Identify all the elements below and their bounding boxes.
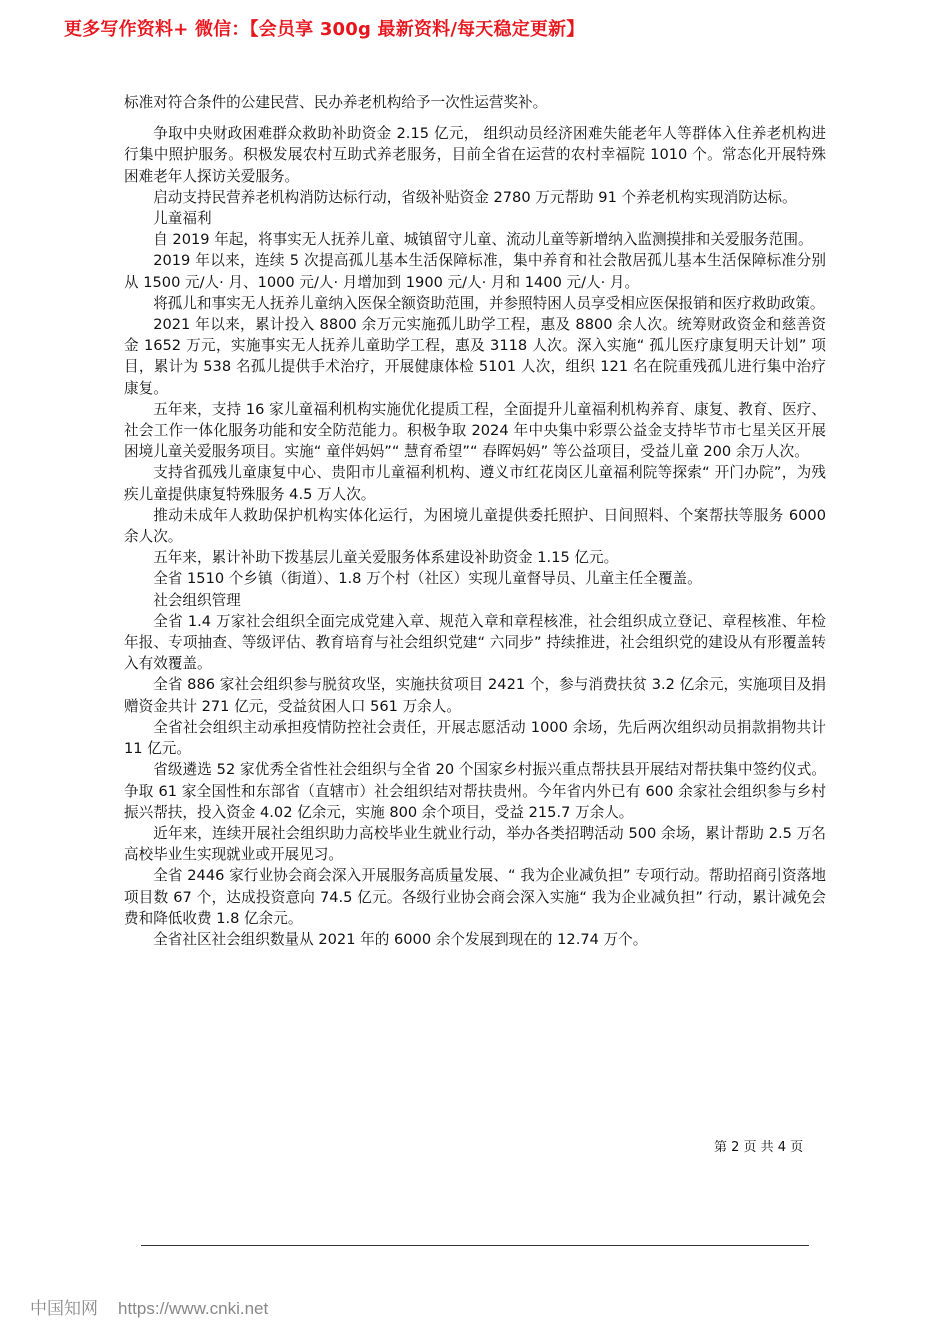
- source-watermark: [30, 1294, 268, 1319]
- promo-banner: 更多写作资料+ 微信：【会员享 300g 最新资料/每天稳定更新】: [64, 19, 585, 40]
- paragraph: 推动未成年人救助保护机构实体化运行，为困境儿童提供委托照护、日间照料、个案帮扶等服务 6000 余人次。: [124, 506, 826, 546]
- paragraph: 全省 886 家社会组织参与脱贫攻坚，实施扶贫项目 2421 个，参与消费扶贫 3.2 亿余元，实施项目及捐赠资金共计 271 亿元，受益贫困人口 561 万余人。: [124, 676, 826, 715]
- paragraph: 支持省孤残儿童康复中心、贵阳市儿童福利机构、遵义市红花岗区儿童福利院等探索“ 开门办院”，为残疾儿童提供康复特殊服务 4.5 万人次。: [124, 464, 826, 503]
- paragraph: 全省 2446 家行业协会商会深入开展服务高质量发展、“ 我为企业减负担” 专项行动。帮助招商引资落地项目数 67 个，达成投资意向 74.5 亿元。各级行业协会商会深入实施“ 我为企业减负担” 行动，累计减免会费和降低收费 1.8 亿余元。: [124, 867, 826, 927]
- section-heading: 儿童福利: [153, 210, 212, 228]
- paragraph: 全省 1510 个乡镇（街道）、1.8 万个村（社区）实现儿童督导员、儿童主任全覆盖。: [153, 570, 702, 588]
- paragraph: 五年来，累计补助下拨基层儿童关爱服务体系建设补助资金 1.15 亿元。: [153, 549, 619, 567]
- paragraph: 2021 年以来，累计投入 8800 余万元实施孤儿助学工程，惠及 8800 余人次。统筹财政资金和慈善资金 1652 万元，实施事实无人抚养儿童助学工程，惠及 3118 人次。深入实施“ 孤儿医疗康复明天计划” 项目，累计为 538 名孤儿提供手术治疗，开展健康体检 5101 人次，组织 121 名在院重残孤儿进行集中治疗康复。: [124, 316, 826, 397]
- paragraph: 全省 1.4 万家社会组织全面完成党建入章、规范入章和章程核准，社会组织成立登记、章程核准、年检年报、专项抽查、等级评估、教育培育与社会组织党建“ 六同步” 持续推进，社会组织党的建设从有形覆盖转入有效覆盖。: [124, 612, 826, 673]
- paragraph: 全省社会组织主动承担疫情防控社会责任，开展志愿活动 1000 余场，先后两次组织动员捐款捐物共计 11 亿元。: [124, 718, 826, 758]
- paragraph: 将孤儿和事实无人抚养儿童纳入医保全额资助范围，并参照特困人员享受相应医保报销和医疗救助政策。: [153, 294, 825, 312]
- cnki-url: https://www.cnki.net: [118, 1299, 269, 1318]
- paragraph: 争取中央财政困难群众救助补助资金 2.15 亿元， 组织动员经济困难失能老年人等群体入住养老机构进行集中照护服务。积极发展农村互助式养老服务，目前全省在运营的农村幸福院 1010 个。常态化开展特殊困难老年人探访关爱服务。: [124, 125, 826, 185]
- page-number: 第 2 页 共 4 页: [714, 1140, 804, 1155]
- paragraph: 近年来，连续开展社会组织助力高校毕业生就业行动，举办各类招聘活动 500 余场，累计帮助 2.5 万名高校毕业生实现就业或开展见习。: [124, 824, 826, 864]
- document-body: [124, 92, 826, 950]
- paragraph: 自 2019 年起，将事实无人抚养儿童、城镇留守儿童、流动儿童等新增纳入监测摸排和关爱服务范围。: [153, 231, 813, 249]
- paragraph: 启动支持民营养老机构消防达标行动，省级补贴资金 2780 万元帮助 91 个养老机构实现消防达标。: [153, 188, 797, 206]
- paragraph: 2019 年以来，连续 5 次提高孤儿基本生活保障标准，集中养育和社会散居孤儿基本生活保障标准分别从 1500 元/人· 月、1000 元/人· 月增加到 1900 元/人· 月和 1400 元/人· 月。: [124, 252, 826, 291]
- paragraph: 省级遴选 52 家优秀全省性社会组织与全省 20 个国家乡村振兴重点帮扶县开展结对帮扶集中签约仪式。争取 61 家全国性和东部省（直辖市）社会组织结对帮扶贵州。今年省内外已有 600 余家社会组织参与乡村振兴帮扶，投入资金 4.02 亿余元，实施 800 余个项目，受益 215.7 万余人。: [124, 761, 826, 821]
- paragraph: 标准对符合条件的公建民营、民办养老机构给予一次性运营奖补。: [124, 94, 548, 111]
- paragraph: 全省社区社会组织数量从 2021 年的 6000 余个发展到现在的 12.74 万个。: [153, 930, 648, 948]
- cnki-logo-text: 中国知网: [30, 1299, 98, 1318]
- section-heading: 社会组织管理: [153, 591, 241, 609]
- paragraph: 五年来，支持 16 家儿童福利机构实施优化提质工程，全面提升儿童福利机构养育、康复、教育、医疗、社会工作一体化服务功能和安全防范能力。积极争取 2024 年中央集中彩票公益金支持毕节市七星关区开展困境儿童关爱服务项目。实施“ 童伴妈妈”“ 慧育希望”“ 春晖妈妈” 等公益项目，受益儿童 200 余万人次。: [124, 400, 826, 461]
- footer-divider: [141, 1245, 809, 1246]
